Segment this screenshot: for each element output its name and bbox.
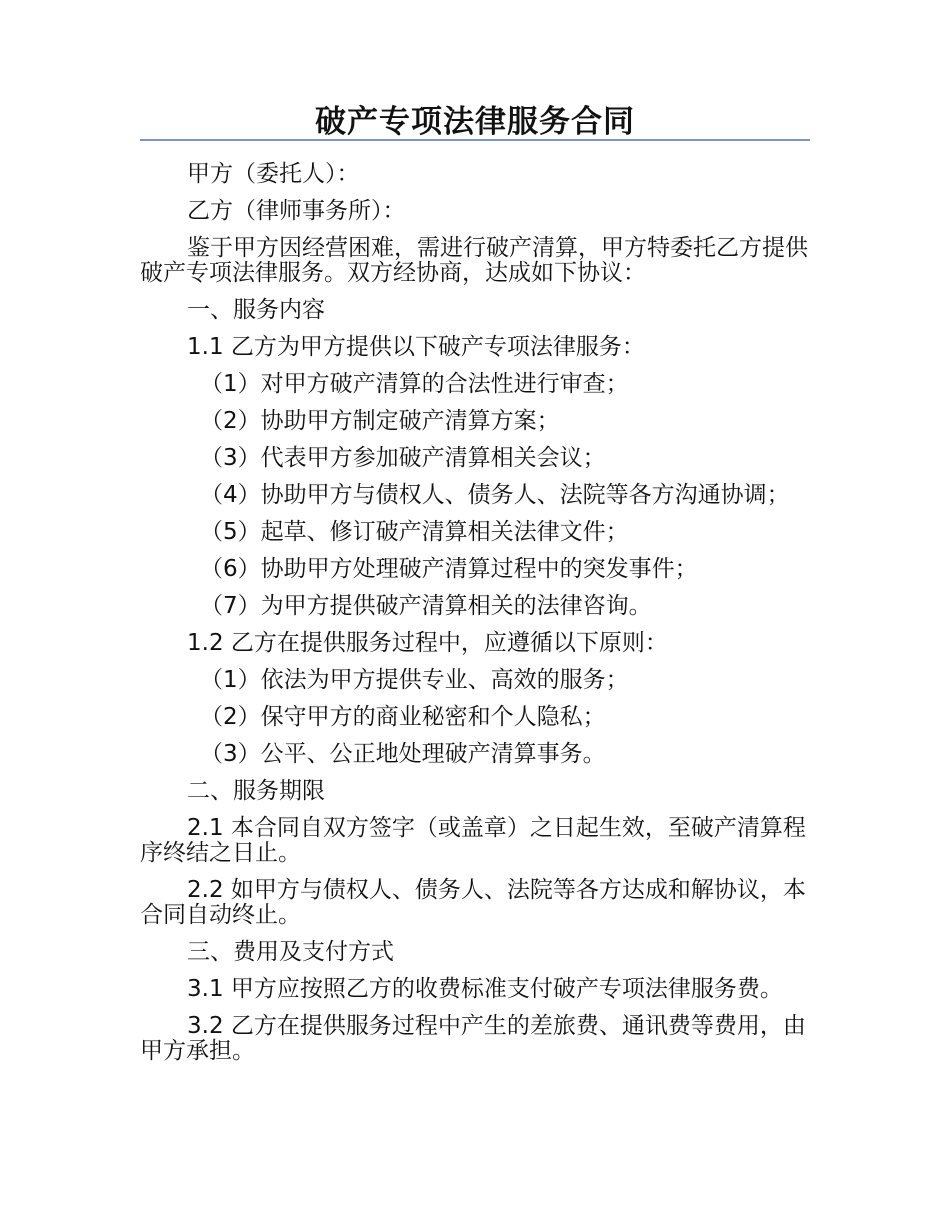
list-item: （3）公平、公正地处理破产清算事务。 — [200, 741, 606, 767]
list-item: （1）对甲方破产清算的合法性进行审查； — [200, 371, 629, 397]
party-a-line: 甲方（委托人）： — [187, 161, 360, 187]
clause-2-1: 2.1 本合同自双方签字（或盖章）之日起生效，至破产清算程序终结之日止。 — [140, 815, 806, 866]
list-item: （1）依法为甲方提供专业、高效的服务； — [200, 667, 629, 693]
list-item: （6）协助甲方处理破产清算过程中的突发事件； — [200, 556, 698, 582]
title-underline — [140, 139, 810, 141]
list-item: （2）协助甲方制定破产清算方案； — [200, 408, 560, 434]
document-title: 破产专项法律服务合同 — [315, 104, 635, 140]
clause-3-1: 3.1 甲方应按照乙方的收费标准支付破产专项法律服务费。 — [187, 976, 783, 1002]
clause-1-1: 1.1 乙方为甲方提供以下破产专项法律服务： — [187, 334, 645, 360]
party-b-line: 乙方（律师事务所）： — [187, 198, 406, 224]
list-item: （7）为甲方提供破产清算相关的法律咨询。 — [200, 593, 652, 619]
preamble-paragraph: 鉴于甲方因经营困难，需进行破产清算，甲方特委托乙方提供破产专项法律服务。双方经协商，达成如下协议： — [140, 235, 808, 286]
list-item: （4）协助甲方与债权人、债务人、法院等各方沟通协调； — [200, 482, 790, 508]
list-item: （3）代表甲方参加破产清算相关会议； — [200, 445, 606, 471]
section-heading-service-content: 一、服务内容 — [187, 297, 325, 323]
section-heading-service-term: 二、服务期限 — [187, 778, 325, 804]
clause-1-2: 1.2 乙方在提供服务过程中，应遵循以下原则： — [187, 630, 668, 656]
list-item: （5）起草、修订破产清算相关法律文件； — [200, 519, 629, 545]
contract-body — [140, 156, 810, 1070]
clause-3-2: 3.2 乙方在提供服务过程中产生的差旅费、通讯费等费用，由甲方承担。 — [140, 1013, 806, 1064]
clause-2-2: 2.2 如甲方与债权人、债务人、法院等各方达成和解协议，本合同自动终止。 — [140, 877, 806, 928]
section-heading-fees: 三、费用及支付方式 — [187, 939, 394, 965]
list-item: （2）保守甲方的商业秘密和个人隐私； — [200, 704, 606, 730]
